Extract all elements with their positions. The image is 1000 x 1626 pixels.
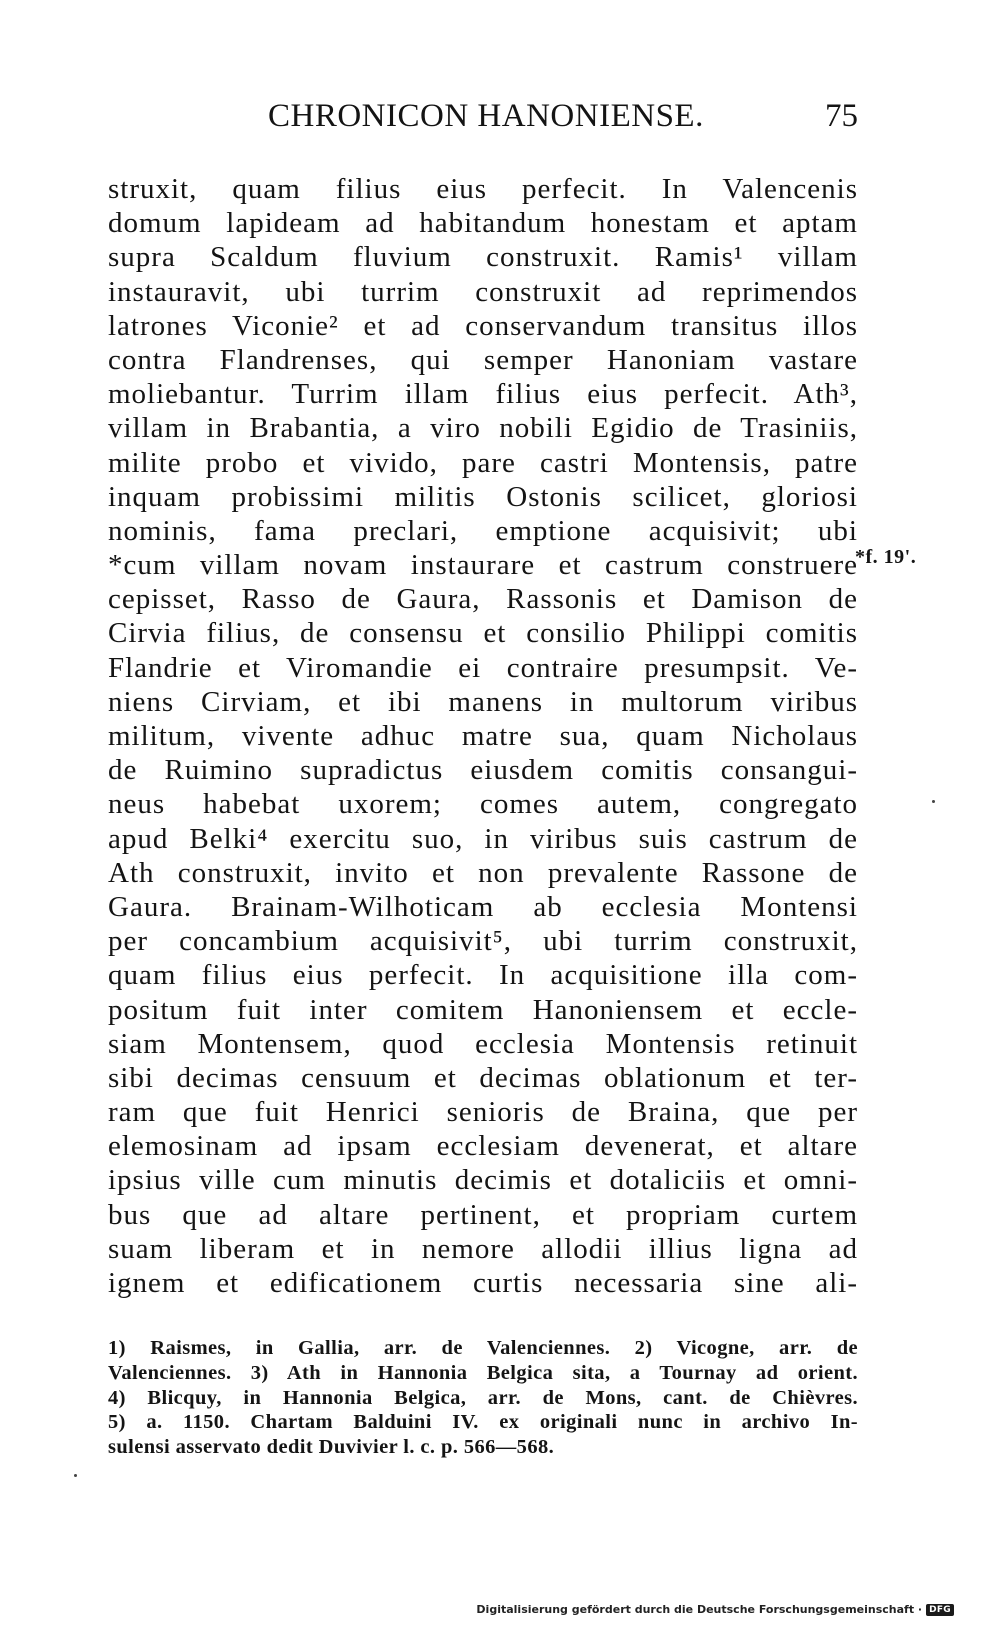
- digitization-credit-text: Digitalisierung gefördert durch die Deutsche Forschungsgemeinschaft ·: [476, 1603, 923, 1616]
- body-line: Cirvia filius, de consensu et consilio Philippi comitis: [108, 617, 858, 650]
- body-line: ipsius ville cum minutis decimis et dotaliciis et omni-: [108, 1164, 858, 1197]
- body-line: ignem et edificationem curtis necessaria sine ali-: [108, 1267, 858, 1299]
- body-line: inquam probissimi militis Ostonis scilicet, gloriosi: [108, 480, 858, 513]
- body-line: Ath construxit, invito et non prevalente Rassone de: [108, 856, 858, 889]
- body-line: nominis, fama preclari, emptione acquisivit; ubi: [108, 514, 858, 547]
- body-line: supra Scaldum fluvium construxit. Ramis¹ villam: [108, 241, 858, 274]
- body-line: elemosinam ad ipsam ecclesiam devenerat, et altare: [108, 1130, 858, 1163]
- dfg-logo-icon: DFG: [926, 1604, 954, 1616]
- running-head: [108, 98, 858, 142]
- body-line: neus habebat uxorem; comes autem, congregato: [108, 788, 858, 821]
- scan-speck: [74, 1474, 77, 1477]
- body-line: *cum villam novam instaurare et castrum construere: [108, 549, 858, 582]
- digitization-credit: [476, 1603, 954, 1616]
- body-line: siam Montensem, quod ecclesia Montensis retinuit: [108, 1027, 858, 1060]
- body-line: sibi decimas censuum et decimas oblationum et ter-: [108, 1061, 858, 1094]
- body-line: positum fuit inter comitem Hanoniensem et eccle-: [108, 993, 858, 1026]
- body-text: [108, 172, 858, 1300]
- body-line: villam in Brabantia, a viro nobili Egidio de Trasiniis,: [108, 412, 858, 445]
- running-title: CHRONICON HANONIENSE.: [268, 98, 704, 134]
- body-line: ram que fuit Henrici senioris de Braina, que per: [108, 1096, 858, 1129]
- body-line: moliebantur. Turrim illam filius eius perfecit. Ath³,: [108, 378, 858, 411]
- body-line: instauravit, ubi turrim construxit ad reprimendos: [108, 275, 858, 308]
- body-line: apud Belki⁴ exercitu suo, in viribus suis castrum de: [108, 822, 858, 855]
- footnote-line: 4) Blicquy, in Hannonia Belgica, arr. de Mons, cant. de Chièvres.: [108, 1386, 858, 1409]
- body-line: struxit, quam filius eius perfecit. In Valencenis: [108, 173, 858, 205]
- body-line: cepisset, Rasso de Gaura, Rassonis et Damison de: [108, 583, 858, 616]
- scan-speck: [932, 800, 935, 803]
- body-line: domum lapideam ad habitandum honestam et aptam: [108, 207, 858, 240]
- body-line: milite probo et vivido, pare castri Montensis, patre: [108, 446, 858, 479]
- body-line: quam filius eius perfecit. In acquisitione illa com-: [108, 959, 858, 992]
- page-number: 75: [825, 98, 858, 134]
- body-line: Flandrie et Viromandie ei contraire presumpsit. Ve-: [108, 651, 858, 684]
- footnote-line: sulensi asservato dedit Duvivier l. c. p. 566—568.: [108, 1436, 555, 1459]
- body-line: suam liberam et in nemore allodii illius ligna ad: [108, 1232, 858, 1265]
- footnote-line: 1) Raismes, in Gallia, arr. de Valenciennes. 2) Vicogne, arr. de: [108, 1337, 858, 1359]
- body-line: Gaura. Brainam-Wilhoticam ab ecclesia Montensi: [108, 890, 858, 923]
- footnotes: [108, 1336, 858, 1460]
- body-line: contra Flandrenses, qui semper Hanoniam vastare: [108, 343, 858, 376]
- body-line: de Ruimino supradictus eiusdem comitis consangui-: [108, 754, 858, 787]
- footnote-line: Valenciennes. 3) Ath in Hannonia Belgica sita, a Tournay ad orient.: [108, 1361, 858, 1384]
- body-line: niens Cirviam, et ibi manens in multorum viribus: [108, 685, 858, 718]
- margin-folio-note: *f. 19'.: [855, 546, 917, 568]
- footnote-line: 5) a. 1150. Chartam Balduini IV. ex originali nunc in archivo In-: [108, 1411, 858, 1434]
- body-line: bus que ad altare pertinent, et propriam curtem: [108, 1198, 858, 1231]
- body-line: per concambium acquisivit⁵, ubi turrim construxit,: [108, 925, 858, 958]
- body-line: militum, vivente adhuc matre sua, quam Nicholaus: [108, 720, 858, 752]
- body-line: latrones Viconie² et ad conservandum transitus illos: [108, 309, 858, 342]
